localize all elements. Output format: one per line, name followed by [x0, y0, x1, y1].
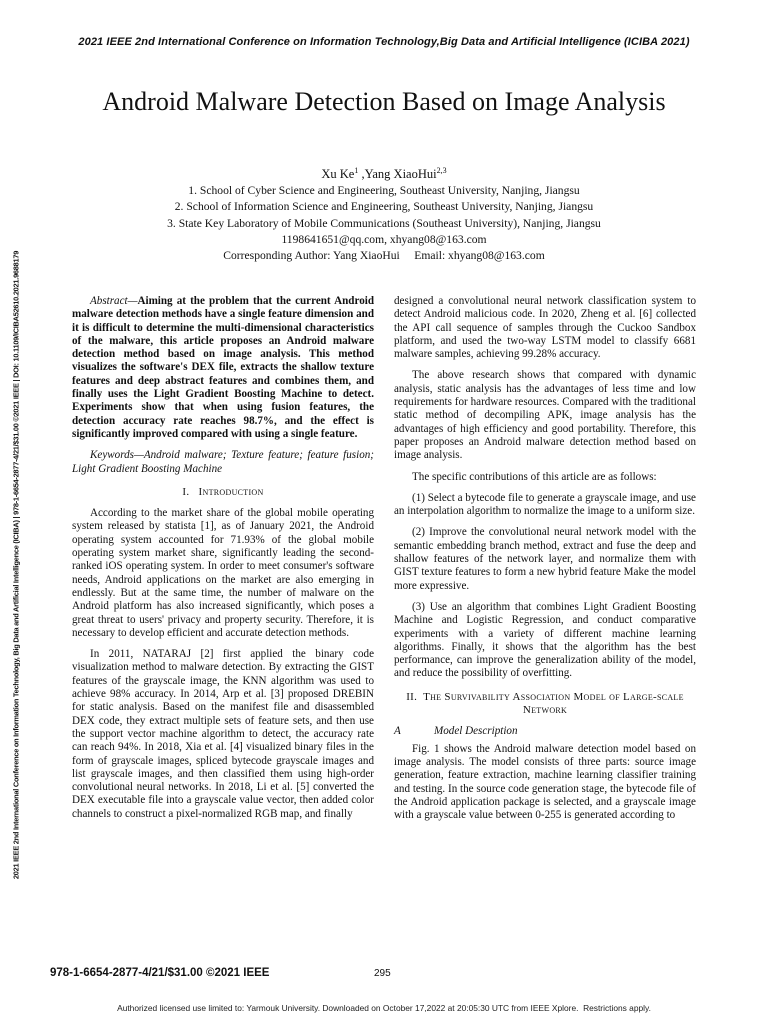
right-paragraph-1: designed a convolutional neural network classification system to detect Android malicious code. In 2020, Zheng et al. [6] collected the API call sequence of samples through the Cuckoo Sandbox platform, and used the two-way LSTM model to classify 6681 malware samples, achieving 99.28% accuracy.	[394, 295, 696, 361]
intro-paragraph-1: According to the market share of the global mobile operating system released by statista [1], as of January 2021, the Android operating system accounted for 71.93% of the global mobile operating system market share, significantly leading the second-ranked iOS operating system. In order to meet consumer's software needs, Android applications on the market are also emerging in endlessly. But at the same time, the number of malware on the Android platform has also increased significantly, which poses a great threat to users' privacy and property security. Therefore, it is necessary to develop efficient and accurate detection methods.	[72, 507, 374, 639]
author-line	[0, 166, 768, 182]
abstract	[72, 295, 374, 441]
isbn-copyright: 978-1-6654-2877-4/21/$31.00 ©2021 IEEE	[50, 967, 270, 979]
left-column	[72, 295, 374, 829]
author-1-sup: 1	[354, 166, 359, 175]
side-citation-text: 2021 IEEE 2nd International Conference on Information Technology, Big Data and Artificial Intelligence (ICIBA) | 978-1-6654-2877-4/21/$31.00 ©2021 IEEE | DOI: 10.1109/ICIBA52610.2021.9688179	[11, 250, 21, 880]
author-2: Yang XiaoHui	[364, 167, 437, 182]
right-column	[394, 295, 696, 830]
contributions-intro: The specific contributions of this article are as follows:	[412, 470, 657, 483]
section-heading-introduction: I. Introduction	[182, 485, 264, 498]
subsection-heading	[394, 725, 696, 738]
author-2-sup: 2,3	[436, 166, 447, 175]
keywords: Keywords—Android malware; Texture feature; feature fusion; Light Gradient Boosting Machine	[72, 449, 374, 475]
author-separator: ,	[358, 167, 365, 182]
subsection-number: A	[394, 725, 401, 738]
right-paragraph-2: The above research shows that compared with dynamic analysis, static analysis has the advantages of less time and low requirements for hardware resources. Compared with the traditional static method of decompiling APK, image analysis has the advantages of high efficiency and good portability. Therefore, this paper proposes an Android malware detection method based on image analysis.	[394, 369, 696, 462]
conference-header: 2021 IEEE 2nd International Conference on Information Technology,Big Data and Artificial Intelligence (ICIBA 2021)	[78, 36, 690, 48]
side-citation-strip	[8, 170, 24, 960]
abstract-label: Abstract—	[90, 295, 138, 307]
affiliation-3: 3. State Key Laboratory of Mobile Communications (Southeast University), Nanjing, Jiangsu	[167, 216, 601, 230]
model-description-paragraph: Fig. 1 shows the Android malware detection model based on image analysis. The model consists of three parts: source image generation, feature extraction, machine learning classifier training and testing. In the source code generation stage, the bytecode file of the Android application package is selected, and a grayscale image with a grayscale value between 0-255 is generated according to	[394, 742, 696, 822]
section-heading-model: II. The Survivability Association Model of Large-scale Network	[406, 690, 687, 717]
page-number: 295	[374, 968, 391, 979]
abstract-text: Aiming at the problem that the current Android malware detection methods have a single feature dimension and it is difficult to determine the multi-dimensional characteristics of the malware, this article proposes an Android malware detection method based on image analysis. This method visualizes the software's DEX file, extracts the shallow texture features and deep abstract features and combines them, and finally uses the Light Gradient Boosting Machine to detect. Experiments show that when using fusion features, the detection accuracy rate reaches 98.7%, and the effect is significantly improved compared with using a single feature.	[72, 295, 374, 440]
contribution-3: (3) Use an algorithm that combines Light Gradient Boosting Machine and Logistic Regression, and conduct comparative experiments with a variety of different machine learning algorithms. Finally, it shows that the algorithm has the best performance, can improve the generalization ability of the model, and reduce the possibility of overfitting.	[394, 600, 696, 680]
corresponding-author: Corresponding Author: Yang XiaoHui Email: xhyang08@163.com	[223, 249, 545, 263]
license-notice: Authorized licensed use limited to: Yarmouk University. Downloaded on October 17,2022 at 20:05:30 UTC from IEEE Xplore. Restrictions apply.	[117, 1003, 651, 1013]
author-1: Xu Ke	[321, 167, 355, 182]
contribution-1: (1) Select a bytecode file to generate a grayscale image, and use an interpolation algorithm to normalize the image to a uniform size.	[394, 491, 696, 518]
author-emails: 1198641651@qq.com, xhyang08@163.com	[281, 232, 487, 246]
paper-title: Android Malware Detection Based on Image Analysis	[102, 87, 666, 116]
affiliation-2: 2. School of Information Science and Engineering, Southeast University, Nanjing, Jiangsu	[174, 200, 594, 214]
subsection-title: Model Description	[434, 725, 518, 738]
affiliation-1: 1. School of Cyber Science and Engineering, Southeast University, Nanjing, Jiangsu	[188, 184, 580, 197]
affiliations	[0, 183, 768, 264]
intro-paragraph-2: In 2011, NATARAJ [2] first applied the binary code visualization method to malware detection. By extracting the GIST features of the grayscale image, the KNN algorithm was used to achieve 98% accuracy. In 2014, Arp et al. [3] proposed DREBIN for static analysis. Based on the manifest file and disassembled DEX code, they extract multiple sets of feature sets, and then use the support vector machine algorithm to detect, the accuracy rate can reach 94%. In 2018, Xia et al. [4] visualized binary files in the form of grayscale images, spliced bytecode grayscale images and list grayscale images, and then classified them using high-order convolutional neural networks. In 2018, Li et al. [5] converted the DEX executable file into a grayscale value vector, then added color channels to construct a pixel-normalized RGB map, and finally	[72, 648, 374, 820]
contribution-2: (2) Improve the convolutional neural network model with the semantic embedding branch method, extract and fuse the deep and shallow features of the network layer, and normalize them with GIST texture features to form a new hybrid feature Make the model more expressive.	[394, 526, 696, 592]
